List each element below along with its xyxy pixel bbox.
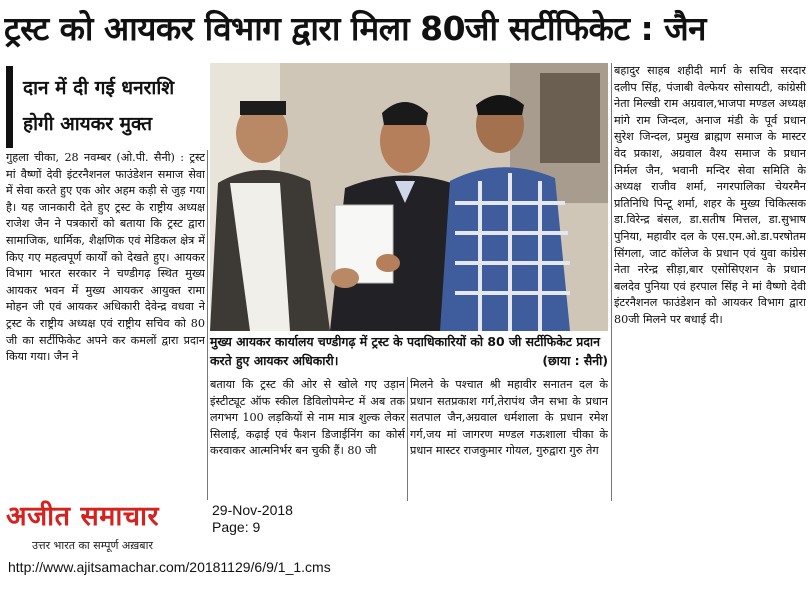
masthead-tagline: उत्तर भारत का सम्पूर्ण अख़बार [32, 539, 153, 552]
article-subheading [6, 66, 206, 148]
photo-caption-text: मुख्य आयकर कार्यालय चण्डीगढ़ में ट्रस्ट के पदाधिकारियों को 80 जी सर्टीफिकेट प्रदान करते हुए आयकर अधिकारी। [210, 334, 601, 368]
article-column-mid-1 [210, 377, 405, 501]
subheading-line-2: होगी आयकर मुक्त [23, 113, 153, 135]
article-column-right [614, 63, 806, 501]
masthead-name: अजीत समाचार [6, 501, 160, 532]
publication-meta [212, 502, 362, 536]
article-column-mid-2 [410, 377, 608, 501]
article-headline: ट्रस्ट को आयकर विभाग द्वारा मिला 80जी सर्टीफिकेट : जैन [4, 9, 706, 48]
article-photo [210, 63, 608, 331]
publication-date: 29-Nov-2018 [212, 502, 293, 518]
body-text-left: गुहला चीका, 28 नवम्बर (ओ.पी. सैनी) : ट्रस्ट मां वैष्णों देवी इंटरनैशनल फाउंडेशन समाज सेवा में सेवा करते हुए एक ओर अहम कड़ी से जुड़ गया है। यह जानकारी देते हुए ट्रस्ट के राष्ट्रीय अध्यक्ष राजेश जैन ने पत्रकारों को बताया कि ट्रस्ट द्वारा सामाजिक, धार्मिक, शैक्षणिक एवं मेडिकल क्षेत्र में किए गए महत्वपूर्ण कार्यों को देखते हुए। आयकर विभाग भारत सरकार ने चण्डीगढ़ स्थित मुख्य आयकर भवन में मुख्य आयकर आयुक्त रामा मोहन जी एवं आयकर अधिकारी देवेन्द्र वधवा ने ट्रस्ट के राष्ट्रीय अध्यक्ष एवं राष्ट्रीय सचिव को 80 जी का सर्टीफिकेट अपने कर कमलों द्वारा प्रदान किया गया। जैन ने [6, 151, 205, 364]
body-text-right: बहादुर साहब शहीदी मार्ग के सचिव सरदार दलीप सिंह, पंजाबी वेल्फेयर सोसायटी, कांग्रेसी नेता मिल्खी राम अग्रवाल,भाजपा मण्डल अध्यक्ष मांगे राम जिन्दल, अनाज मंडी के पूर्व प्रधान सुरेश जिन्दल, प्रमुख ब्राह्मण समाज के मास्टर वेद प्रकाश, अग्रवाल वैश्य समाज के प्रधान निर्मल जैन, भवानी मन्दिर सेवा समिति के अध्यक्ष राजीव शर्मा, नगरपालिका चेयरमैन प्रतिनिधि पिन्टू शर्मा, शहर के मुख्य चिकित्सक डा.विरेन्द्र बंसल, डा.सतीष मित्तल, डा.सुभाष पुनिया, महावीर दल के एस.एम.ओ.डा.परषोतम सिंगला, जाट कॉलेज के प्रधान एवं युवा कांग्रेस नेता नरेन्द्र सीड़ा,बार एसोसिएशन के प्रधान बलदेव पुनिया एवं हरपाल सिंह ने मां वैष्णो देवी इंटरनैशनल फाउंडेशन को आयकर विभाग द्वारा 80जी मिलने पर बधाई दी। [614, 64, 806, 326]
source-url[interactable]: http://www.ajitsamachar.com/20181129/6/9/1_1.cms [8, 559, 331, 575]
photo-caption [210, 332, 608, 374]
photo-credit: (छाया : सैनी) [542, 353, 608, 368]
masthead-logo [6, 502, 204, 550]
body-text-mid-2: मिलने के पश्चात श्री महावीर सनातन दल के प्रधान सतप्रकाश गर्ग,तेरापंथ जैन सभा के प्रधान सतपाल जैन,अग्रवाल धर्मशाला के प्रधान रमेश गर्ग,जय मां जागरण मण्डल गऊशाला चीका के प्रधान मास्टर राजकुमार गोयल, गुरुद्वारा गुरु तेग [410, 378, 608, 458]
photo-illustration [210, 63, 608, 331]
column-divider [207, 150, 208, 500]
subheading-line-1: दान में दी गई धनराशि [23, 77, 175, 99]
article-column-left [6, 150, 205, 500]
body-text-mid-1: बताया कि ट्रस्ट की ओर से खोले गए उड़ान इंस्टीट्यूट ऑफ स्कील डिविलोपमेन्ट में अब तक लगभग 100 लड़कियों से नाम मात्र शुल्क लेकर सिलाई, कढ़ाई एवं फैशन डिजाईनिंग का कोर्स करवाकर आत्मनिर्भर बन चुकी हैं। 80 जी [210, 378, 405, 458]
page-number: Page: 9 [212, 519, 261, 535]
column-divider [611, 63, 612, 501]
column-divider [407, 377, 408, 501]
